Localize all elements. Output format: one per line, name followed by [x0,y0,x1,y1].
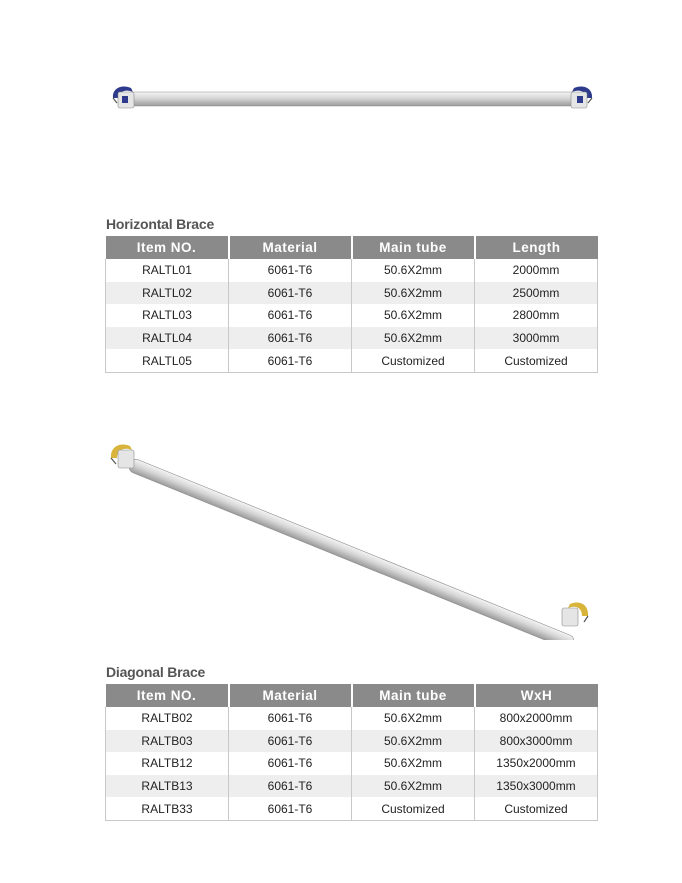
cell-material: 6061-T6 [229,775,352,798]
table-row [106,282,598,305]
diagonal-brace-title: Diagonal Brace [106,664,206,680]
cell-main-tube: 50.6X2mm [352,752,475,775]
cell-item-no: RALTL03 [106,304,229,327]
cell-main-tube: 50.6X2mm [352,282,475,305]
diagonal-brace-table [105,684,598,821]
table-row [106,707,598,730]
table-row [106,327,598,350]
cell-item-no: RALTB02 [106,707,229,730]
cell-length: 2000mm [475,259,598,282]
horizontal-brace-tube [128,92,578,106]
cell-item-no: RALTB13 [106,775,229,798]
column-header-main-tube: Main tube [352,236,475,259]
cell-material: 6061-T6 [229,707,352,730]
cell-material: 6061-T6 [229,797,352,820]
cell-material: 6061-T6 [229,752,352,775]
cell-material: 6061-T6 [229,282,352,305]
column-header-item-no: Item NO. [106,236,229,259]
cell-main-tube: Customized [352,349,475,372]
horizontal-left-clamp [113,86,134,108]
cell-main-tube: 50.6X2mm [352,327,475,350]
cell-main-tube: 50.6X2mm [352,775,475,798]
table-row [106,730,598,753]
cell-main-tube: 50.6X2mm [352,707,475,730]
cell-main-tube: 50.6X2mm [352,304,475,327]
cell-wxh: 800x3000mm [475,730,598,753]
column-header-wxh: WxH [475,684,598,707]
cell-main-tube: Customized [352,797,475,820]
cell-length: 3000mm [475,327,598,350]
horizontal-brace-title: Horizontal Brace [106,216,215,232]
cell-material: 6061-T6 [229,304,352,327]
diagonal-brace-image [0,430,682,640]
cell-main-tube: 50.6X2mm [352,730,475,753]
cell-item-no: RALTL01 [106,259,229,282]
horizontal-brace-image [0,70,682,130]
cell-material: 6061-T6 [229,327,352,350]
diagonal-bottom-clamp [562,603,588,627]
cell-length: 2500mm [475,282,598,305]
horizontal-brace-table [105,236,598,373]
cell-material: 6061-T6 [229,349,352,372]
table-header-row [106,684,598,707]
cell-item-no: RALTB12 [106,752,229,775]
table-row [106,349,598,372]
diagonal-top-clamp [111,445,134,469]
table-header-row [106,236,598,259]
cell-item-no: RALTL05 [106,349,229,372]
horizontal-right-clamp [571,86,592,108]
cell-item-no: RALTL04 [106,327,229,350]
table-row [106,797,598,820]
column-header-length: Length [475,236,598,259]
cell-length: 2800mm [475,304,598,327]
diagonal-brace-tube [127,458,575,640]
cell-wxh: 1350x3000mm [475,775,598,798]
cell-wxh: Customized [475,797,598,820]
column-header-material: Material [229,236,352,259]
cell-material: 6061-T6 [229,259,352,282]
column-header-item-no: Item NO. [106,684,229,707]
table-row [106,775,598,798]
cell-wxh: 800x2000mm [475,707,598,730]
cell-material: 6061-T6 [229,730,352,753]
cell-item-no: RALTL02 [106,282,229,305]
cell-length: Customized [475,349,598,372]
cell-item-no: RALTB03 [106,730,229,753]
cell-item-no: RALTB33 [106,797,229,820]
column-header-main-tube: Main tube [352,684,475,707]
table-row [106,752,598,775]
column-header-material: Material [229,684,352,707]
table-row [106,259,598,282]
cell-wxh: 1350x2000mm [475,752,598,775]
cell-main-tube: 50.6X2mm [352,259,475,282]
table-row [106,304,598,327]
